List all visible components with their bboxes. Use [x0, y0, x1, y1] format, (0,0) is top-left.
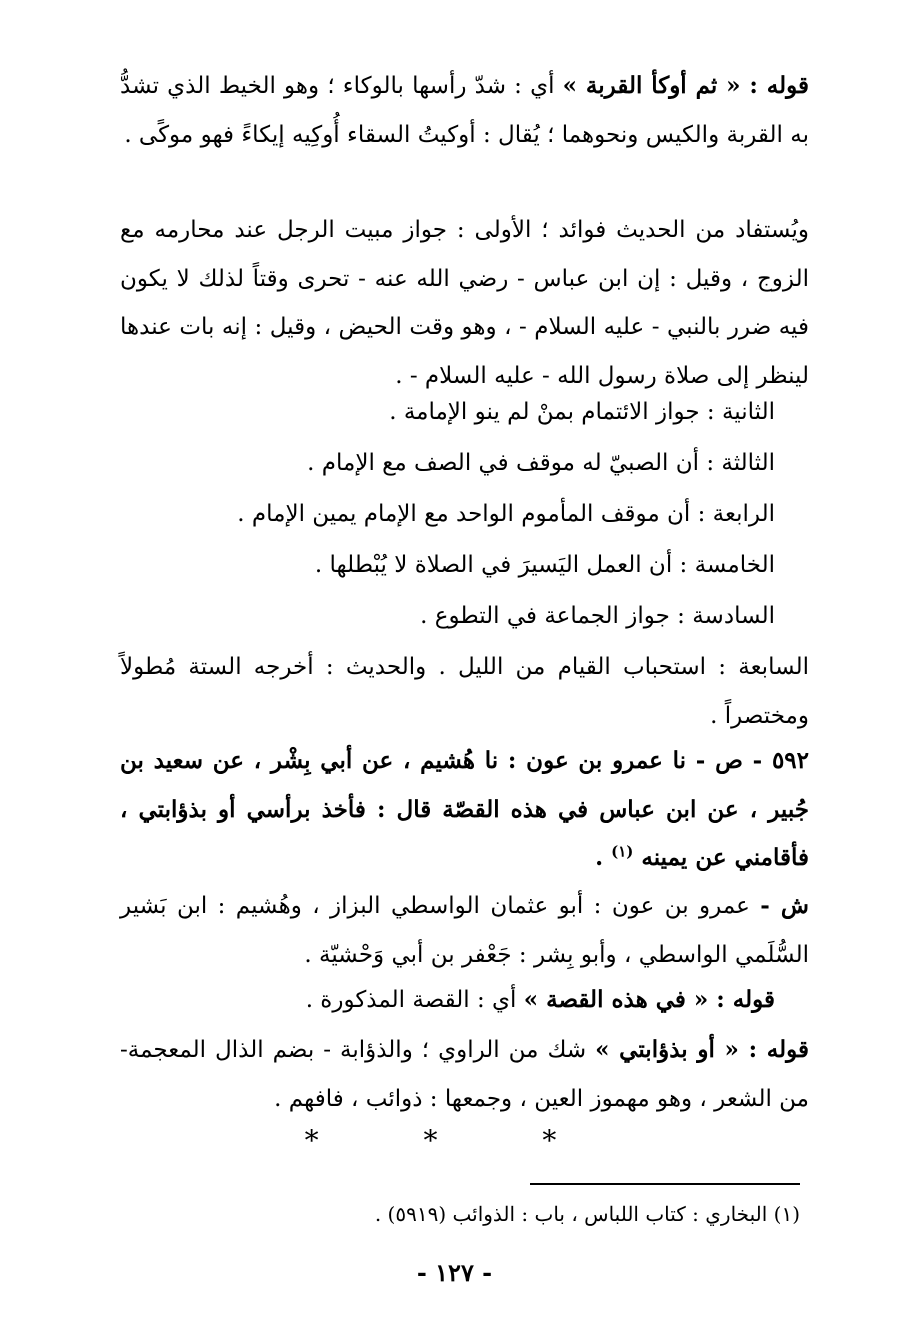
footnote-1: (١) البخاري : كتاب اللباس ، باب : الذوائب (٥٩١٩) . — [374, 1202, 800, 1226]
sharh-lead: ش - — [760, 892, 810, 919]
footnote-rule — [530, 1183, 800, 1185]
benefit-item-second: الثانية : جواز الائتمام بمنْ لم ينو الإمامة . — [389, 399, 775, 425]
paragraph-dhuaba — [120, 1026, 809, 1123]
benefit-item-fifth: الخامسة : أن العمل اليَسيرَ في الصلاة لا يُبْطلها . — [314, 552, 775, 578]
paragraph-benefits-first: ويُستفاد من الحديث فوائد ؛ الأولى : جواز مبيت الرجل عند محارمه مع الزوج ، وقيل : إن ابن عباس - رضي الله عنه - تحرى وقتاً لذلك لا يكون فيه ضرر بالنبي - عليه السلام - ، وهو وقت الحيض ، وقيل : إنه بات عندها لينظر إلى صلاة رسول الله - عليه السلام - . — [120, 217, 809, 389]
benefit-item-sixth: السادسة : جواز الجماعة في التطوع . — [420, 603, 775, 629]
footnote-marker: (١) — [611, 842, 634, 861]
section-separator-stars: * * * — [304, 1124, 605, 1157]
page-number: - ١٢٧ - — [416, 1258, 493, 1287]
paragraph-text: شك من الراوي ؛ والذؤابة - بضم الذال المعجمة- من الشعر ، وهو مهموز العين ، وجمعها : ذوائب ، فافهم . — [120, 1037, 809, 1112]
paragraph-awka-explanation — [120, 62, 809, 159]
paragraph-lead: قوله : « في هذه القصة » — [523, 986, 775, 1013]
paragraph-benefit-seventh: السابعة : استحباب القيام من الليل . والحديث : أخرجه الستة مُطولاً ومختصراً . — [120, 654, 809, 729]
sharh-text: عمرو بن عون : أبو عثمان الواسطي البزاز ، وهُشيم : ابن بَشير السُّلَمي الواسطي ، وأبو بِشر : جَعْفر بن أبي وَحْشيّة . — [120, 893, 809, 968]
hadith-592 — [120, 737, 809, 883]
hadith-end: . — [595, 844, 612, 871]
benefit-item-third: الثالثة : أن الصبيّ له موقف في الصف مع الإمام . — [307, 450, 775, 476]
paragraph-text: أي : القصة المذكورة . — [305, 987, 524, 1013]
benefit-item-fourth: الرابعة : أن موقف المأموم الواحد مع الإمام يمين الإمام . — [237, 501, 775, 527]
sharh-paragraph — [120, 882, 809, 979]
paragraph-this-story — [120, 976, 775, 1024]
paragraph-lead: قوله : « أو بذؤابتي » — [595, 1036, 809, 1063]
paragraph-text: أي : شدّ رأسها بالوكاء ؛ وهو الخيط الذي تشدُّ به القربة والكيس ونحوهما ؛ يُقال : أوكيتُ السقاء أُوكِيه إيكاءً فهو موكًى . — [120, 73, 809, 148]
paragraph-lead: قوله : « ثم أوكأ القربة » — [562, 72, 809, 99]
hadith-text: ٥٩٢ - ص - نا عمرو بن عون : نا هُشيم ، عن أبي بِشْر ، عن سعيد بن جُبير ، عن ابن عباس في هذه القصّة قال : فأخذ برأسي أو بذؤابتي ، فأقامني عن يمينه — [120, 747, 809, 871]
